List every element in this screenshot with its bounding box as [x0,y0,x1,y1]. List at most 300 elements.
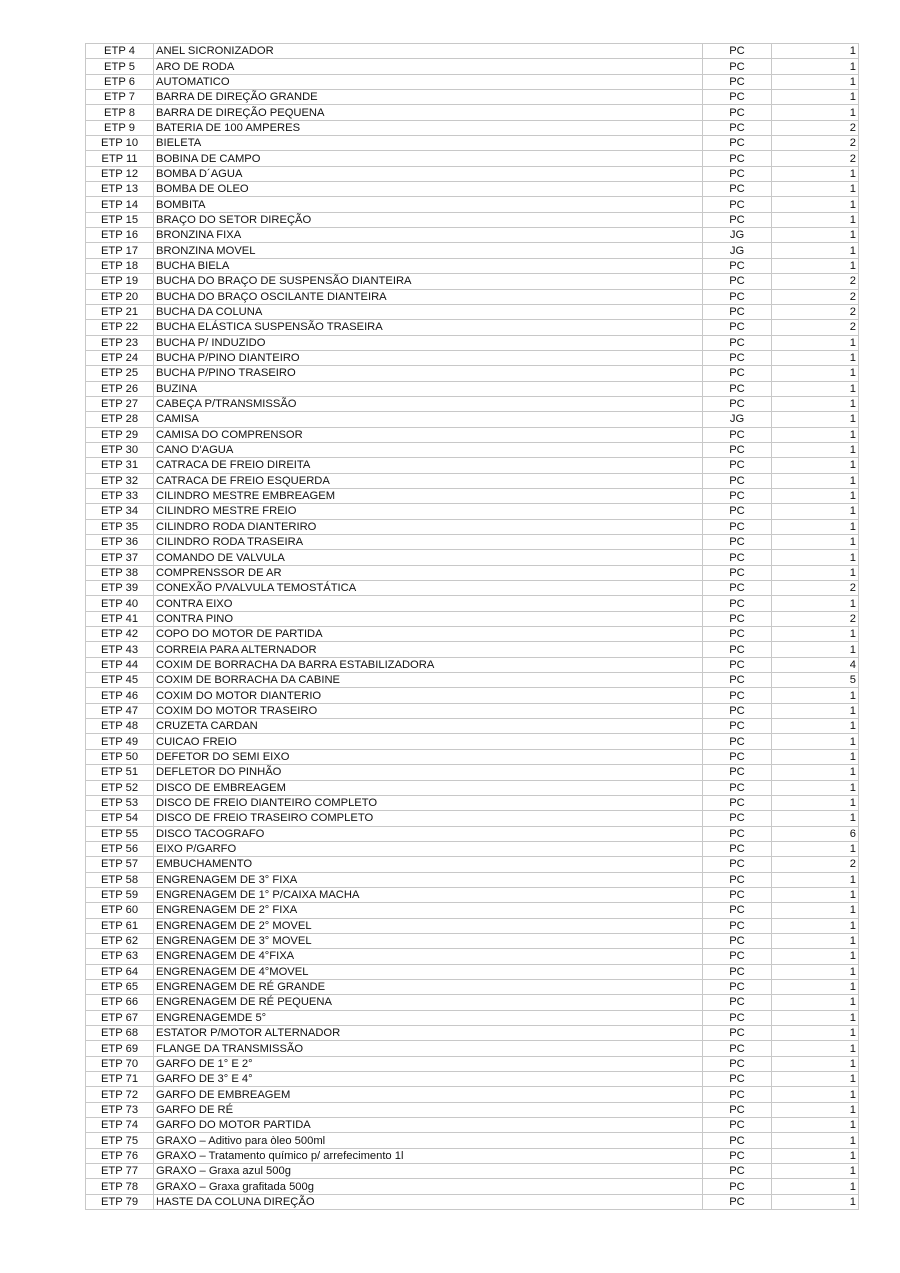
item-description: BRONZINA MOVEL [154,243,703,258]
item-code: ETP 61 [86,918,154,933]
item-description: COXIM DO MOTOR TRASEIRO [154,703,703,718]
item-description: GARFO DE EMBREAGEM [154,1087,703,1102]
table-row [86,719,859,734]
item-code: ETP 28 [86,412,154,427]
item-quantity: 1 [772,550,859,565]
item-description: CILINDRO RODA DIANTERIRO [154,519,703,534]
item-quantity: 1 [772,642,859,657]
table-row [86,182,859,197]
item-quantity: 1 [772,105,859,120]
item-unit: PC [703,688,772,703]
item-code: ETP 55 [86,826,154,841]
item-description: CILINDRO MESTRE FREIO [154,504,703,519]
item-unit: PC [703,458,772,473]
table-row [86,1164,859,1179]
item-code: ETP 35 [86,519,154,534]
item-unit: PC [703,59,772,74]
table-row [86,1056,859,1071]
item-code: ETP 40 [86,596,154,611]
item-unit: PC [703,795,772,810]
item-quantity: 1 [772,841,859,856]
table-row [86,550,859,565]
item-quantity: 1 [772,795,859,810]
item-description: CATRACA DE FREIO DIREITA [154,458,703,473]
item-unit: PC [703,550,772,565]
table-row [86,74,859,89]
item-unit: PC [703,1118,772,1133]
item-unit: PC [703,182,772,197]
table-row [86,105,859,120]
item-unit: PC [703,857,772,872]
item-quantity: 1 [772,1026,859,1041]
item-quantity: 1 [772,1118,859,1133]
table-row [86,1133,859,1148]
item-code: ETP 27 [86,396,154,411]
item-code: ETP 66 [86,995,154,1010]
item-unit: PC [703,581,772,596]
item-quantity: 1 [772,995,859,1010]
item-code: ETP 14 [86,197,154,212]
item-description: HASTE DA COLUNA DIREÇÃO [154,1194,703,1209]
item-quantity: 2 [772,289,859,304]
item-quantity: 2 [772,857,859,872]
table-row [86,918,859,933]
item-description: GRAXO – Graxa azul 500g [154,1164,703,1179]
item-quantity: 1 [772,703,859,718]
table-row [86,872,859,887]
item-description: GARFO DE 1° E 2° [154,1056,703,1071]
item-code: ETP 64 [86,964,154,979]
item-description: BUCHA DA COLUNA [154,304,703,319]
table-row [86,166,859,181]
table-row [86,59,859,74]
item-quantity: 1 [772,350,859,365]
item-quantity: 1 [772,1179,859,1194]
item-code: ETP 45 [86,673,154,688]
item-unit: PC [703,1041,772,1056]
table-row [86,243,859,258]
item-description: BUCHA P/PINO DIANTEIRO [154,350,703,365]
table-row [86,811,859,826]
item-description: COXIM DE BORRACHA DA BARRA ESTABILIZADORA [154,657,703,672]
item-quantity: 1 [772,90,859,105]
table-row [86,979,859,994]
table-row [86,749,859,764]
item-code: ETP 19 [86,274,154,289]
table-row [86,44,859,59]
table-row [86,887,859,902]
item-quantity: 1 [772,1194,859,1209]
item-unit: PC [703,887,772,902]
item-unit: PC [703,1072,772,1087]
item-unit: PC [703,703,772,718]
item-unit: PC [703,903,772,918]
item-code: ETP 16 [86,228,154,243]
item-quantity: 1 [772,1010,859,1025]
item-quantity: 1 [772,59,859,74]
item-code: ETP 9 [86,120,154,135]
item-unit: JG [703,228,772,243]
item-description: CONTRA EIXO [154,596,703,611]
item-quantity: 4 [772,657,859,672]
item-code: ETP 59 [86,887,154,902]
item-description: CONEXÃO P/VALVULA TEMOSTÁTICA [154,581,703,596]
item-quantity: 1 [772,749,859,764]
item-unit: PC [703,1194,772,1209]
item-quantity: 1 [772,228,859,243]
item-quantity: 1 [772,44,859,59]
table-row [86,765,859,780]
item-code: ETP 63 [86,949,154,964]
item-description: CAMISA [154,412,703,427]
item-unit: PC [703,964,772,979]
item-unit: PC [703,136,772,151]
table-row [86,212,859,227]
table-row [86,381,859,396]
item-code: ETP 23 [86,335,154,350]
item-unit: PC [703,611,772,626]
item-quantity: 2 [772,581,859,596]
item-code: ETP 15 [86,212,154,227]
item-unit: PC [703,1148,772,1163]
item-description: BUCHA P/PINO TRASEIRO [154,366,703,381]
item-quantity: 1 [772,488,859,503]
item-code: ETP 29 [86,427,154,442]
item-code: ETP 41 [86,611,154,626]
item-quantity: 1 [772,1102,859,1117]
item-quantity: 1 [772,1133,859,1148]
item-code: ETP 68 [86,1026,154,1041]
item-quantity: 1 [772,1164,859,1179]
item-code: ETP 26 [86,381,154,396]
table-row [86,136,859,151]
item-description: BARRA DE DIREÇÃO PEQUENA [154,105,703,120]
item-unit: PC [703,719,772,734]
table-row [86,151,859,166]
item-description: CANO D'AGUA [154,442,703,457]
item-quantity: 2 [772,151,859,166]
item-quantity: 1 [772,1072,859,1087]
item-code: ETP 44 [86,657,154,672]
item-description: BOMBA D´AGUA [154,166,703,181]
item-quantity: 1 [772,596,859,611]
item-quantity: 1 [772,396,859,411]
item-quantity: 1 [772,780,859,795]
item-description: CATRACA DE FREIO ESQUERDA [154,473,703,488]
item-code: ETP 32 [86,473,154,488]
item-quantity: 2 [772,120,859,135]
item-quantity: 1 [772,1087,859,1102]
item-quantity: 2 [772,274,859,289]
item-code: ETP 38 [86,565,154,580]
table-row [86,535,859,550]
item-unit: PC [703,350,772,365]
table-row [86,703,859,718]
table-row [86,335,859,350]
item-quantity: 1 [772,1056,859,1071]
item-unit: PC [703,473,772,488]
item-quantity: 1 [772,335,859,350]
table-row [86,933,859,948]
item-unit: PC [703,642,772,657]
item-quantity: 1 [772,688,859,703]
item-code: ETP 57 [86,857,154,872]
item-code: ETP 72 [86,1087,154,1102]
item-code: ETP 75 [86,1133,154,1148]
item-unit: PC [703,74,772,89]
item-unit: PC [703,197,772,212]
item-description: GRAXO – Tratamento químico p/ arrefecimento 1l [154,1148,703,1163]
item-quantity: 1 [772,811,859,826]
item-quantity: 1 [772,949,859,964]
item-unit: PC [703,166,772,181]
item-code: ETP 34 [86,504,154,519]
item-code: ETP 70 [86,1056,154,1071]
item-quantity: 1 [772,519,859,534]
item-unit: PC [703,841,772,856]
table-row [86,1148,859,1163]
item-description: BUCHA P/ INDUZIDO [154,335,703,350]
item-description: CABEÇA P/TRANSMISSÃO [154,396,703,411]
item-unit: PC [703,749,772,764]
table-row [86,565,859,580]
item-quantity: 1 [772,182,859,197]
item-unit: PC [703,673,772,688]
item-code: ETP 56 [86,841,154,856]
item-unit: PC [703,504,772,519]
item-unit: PC [703,933,772,948]
table-row [86,780,859,795]
item-code: ETP 18 [86,258,154,273]
item-description: BUCHA DO BRAÇO DE SUSPENSÃO DIANTEIRA [154,274,703,289]
item-code: ETP 21 [86,304,154,319]
item-unit: PC [703,304,772,319]
table-row [86,841,859,856]
item-quantity: 1 [772,473,859,488]
item-description: BUCHA BIELA [154,258,703,273]
item-unit: PC [703,366,772,381]
item-description: DEFETOR DO SEMI EIXO [154,749,703,764]
item-code: ETP 52 [86,780,154,795]
item-unit: PC [703,1056,772,1071]
item-unit: PC [703,519,772,534]
item-unit: PC [703,335,772,350]
table-row [86,642,859,657]
item-description: CRUZETA CARDAN [154,719,703,734]
item-quantity: 1 [772,504,859,519]
table-row [86,1102,859,1117]
item-description: ENGRENAGEMDE 5° [154,1010,703,1025]
item-unit: PC [703,734,772,749]
table-row [86,581,859,596]
item-quantity: 1 [772,212,859,227]
table-row [86,488,859,503]
item-quantity: 1 [772,719,859,734]
item-code: ETP 13 [86,182,154,197]
item-description: COXIM DE BORRACHA DA CABINE [154,673,703,688]
item-unit: PC [703,274,772,289]
item-description: ENGRENAGEM DE 4°FIXA [154,949,703,964]
item-quantity: 1 [772,918,859,933]
item-quantity: 1 [772,765,859,780]
item-unit: PC [703,780,772,795]
item-description: ANEL SICRONIZADOR [154,44,703,59]
item-description: ENGRENAGEM DE 3° MOVEL [154,933,703,948]
item-code: ETP 65 [86,979,154,994]
item-unit: JG [703,243,772,258]
item-code: ETP 8 [86,105,154,120]
item-code: ETP 74 [86,1118,154,1133]
table-row [86,596,859,611]
table-row [86,903,859,918]
item-description: CONTRA PINO [154,611,703,626]
item-description: AUTOMATICO [154,74,703,89]
item-description: BUCHA DO BRAÇO OSCILANTE DIANTEIRA [154,289,703,304]
item-quantity: 2 [772,611,859,626]
item-description: ESTATOR P/MOTOR ALTERNADOR [154,1026,703,1041]
item-description: BOBINA DE CAMPO [154,151,703,166]
item-unit: PC [703,1102,772,1117]
item-code: ETP 60 [86,903,154,918]
item-description: FLANGE DA TRANSMISSÃO [154,1041,703,1056]
item-code: ETP 37 [86,550,154,565]
item-quantity: 5 [772,673,859,688]
item-unit: PC [703,44,772,59]
table-row [86,412,859,427]
table-row [86,673,859,688]
item-description: BRAÇO DO SETOR DIREÇÃO [154,212,703,227]
item-unit: PC [703,1087,772,1102]
item-description: ENGRENAGEM DE 1° P/CAIXA MACHA [154,887,703,902]
item-quantity: 1 [772,442,859,457]
item-quantity: 2 [772,320,859,335]
item-code: ETP 42 [86,627,154,642]
item-unit: PC [703,1133,772,1148]
item-code: ETP 49 [86,734,154,749]
table-row [86,258,859,273]
item-description: BOMBITA [154,197,703,212]
item-unit: PC [703,765,772,780]
item-description: DISCO DE FREIO TRASEIRO COMPLETO [154,811,703,826]
item-description: ARO DE RODA [154,59,703,74]
item-unit: PC [703,289,772,304]
item-quantity: 1 [772,903,859,918]
table-row [86,197,859,212]
item-code: ETP 71 [86,1072,154,1087]
item-code: ETP 7 [86,90,154,105]
item-description: DISCO TACOGRAFO [154,826,703,841]
item-unit: PC [703,1026,772,1041]
item-quantity: 1 [772,74,859,89]
table-row [86,350,859,365]
item-description: BIELETA [154,136,703,151]
item-code: ETP 79 [86,1194,154,1209]
item-unit: PC [703,258,772,273]
item-description: BOMBA DE OLEO [154,182,703,197]
table-row [86,228,859,243]
item-description: GARFO DE RÉ [154,1102,703,1117]
item-quantity: 1 [772,1041,859,1056]
item-code: ETP 67 [86,1010,154,1025]
item-description: DISCO DE EMBREAGEM [154,780,703,795]
table-row [86,366,859,381]
item-code: ETP 69 [86,1041,154,1056]
item-quantity: 6 [772,826,859,841]
item-description: BARRA DE DIREÇÃO GRANDE [154,90,703,105]
item-unit: PC [703,995,772,1010]
item-description: BUZINA [154,381,703,396]
item-code: ETP 24 [86,350,154,365]
item-unit: PC [703,320,772,335]
item-code: ETP 46 [86,688,154,703]
item-code: ETP 30 [86,442,154,457]
item-quantity: 1 [772,933,859,948]
item-description: ENGRENAGEM DE 4°MOVEL [154,964,703,979]
table-row [86,1087,859,1102]
item-unit: PC [703,396,772,411]
table-row [86,627,859,642]
item-unit: PC [703,90,772,105]
item-description: EIXO P/GARFO [154,841,703,856]
item-unit: PC [703,1179,772,1194]
item-code: ETP 58 [86,872,154,887]
item-quantity: 1 [772,243,859,258]
item-quantity: 1 [772,1148,859,1163]
item-description: ENGRENAGEM DE 2° FIXA [154,903,703,918]
item-quantity: 1 [772,535,859,550]
item-quantity: 2 [772,136,859,151]
item-code: ETP 36 [86,535,154,550]
item-code: ETP 53 [86,795,154,810]
item-quantity: 1 [772,872,859,887]
item-quantity: 1 [772,366,859,381]
item-code: ETP 43 [86,642,154,657]
item-code: ETP 51 [86,765,154,780]
item-unit: PC [703,488,772,503]
item-code: ETP 17 [86,243,154,258]
item-description: CILINDRO RODA TRASEIRA [154,535,703,550]
item-quantity: 1 [772,166,859,181]
item-code: ETP 48 [86,719,154,734]
table-row [86,795,859,810]
item-unit: PC [703,1010,772,1025]
parts-table-body [86,44,859,1210]
item-code: ETP 47 [86,703,154,718]
table-row [86,304,859,319]
item-quantity: 1 [772,627,859,642]
item-unit: PC [703,105,772,120]
item-description: ENGRENAGEM DE 2° MOVEL [154,918,703,933]
table-row [86,90,859,105]
item-unit: PC [703,1164,772,1179]
item-code: ETP 12 [86,166,154,181]
item-code: ETP 62 [86,933,154,948]
item-unit: PC [703,627,772,642]
item-description: CUICAO FREIO [154,734,703,749]
item-code: ETP 76 [86,1148,154,1163]
table-row [86,995,859,1010]
item-code: ETP 31 [86,458,154,473]
item-description: GRAXO – Aditivo para òleo 500ml [154,1133,703,1148]
item-unit: PC [703,657,772,672]
table-row [86,688,859,703]
item-unit: JG [703,412,772,427]
table-row [86,1118,859,1133]
item-unit: PC [703,826,772,841]
item-description: BRONZINA FIXA [154,228,703,243]
item-unit: PC [703,212,772,227]
table-row [86,289,859,304]
